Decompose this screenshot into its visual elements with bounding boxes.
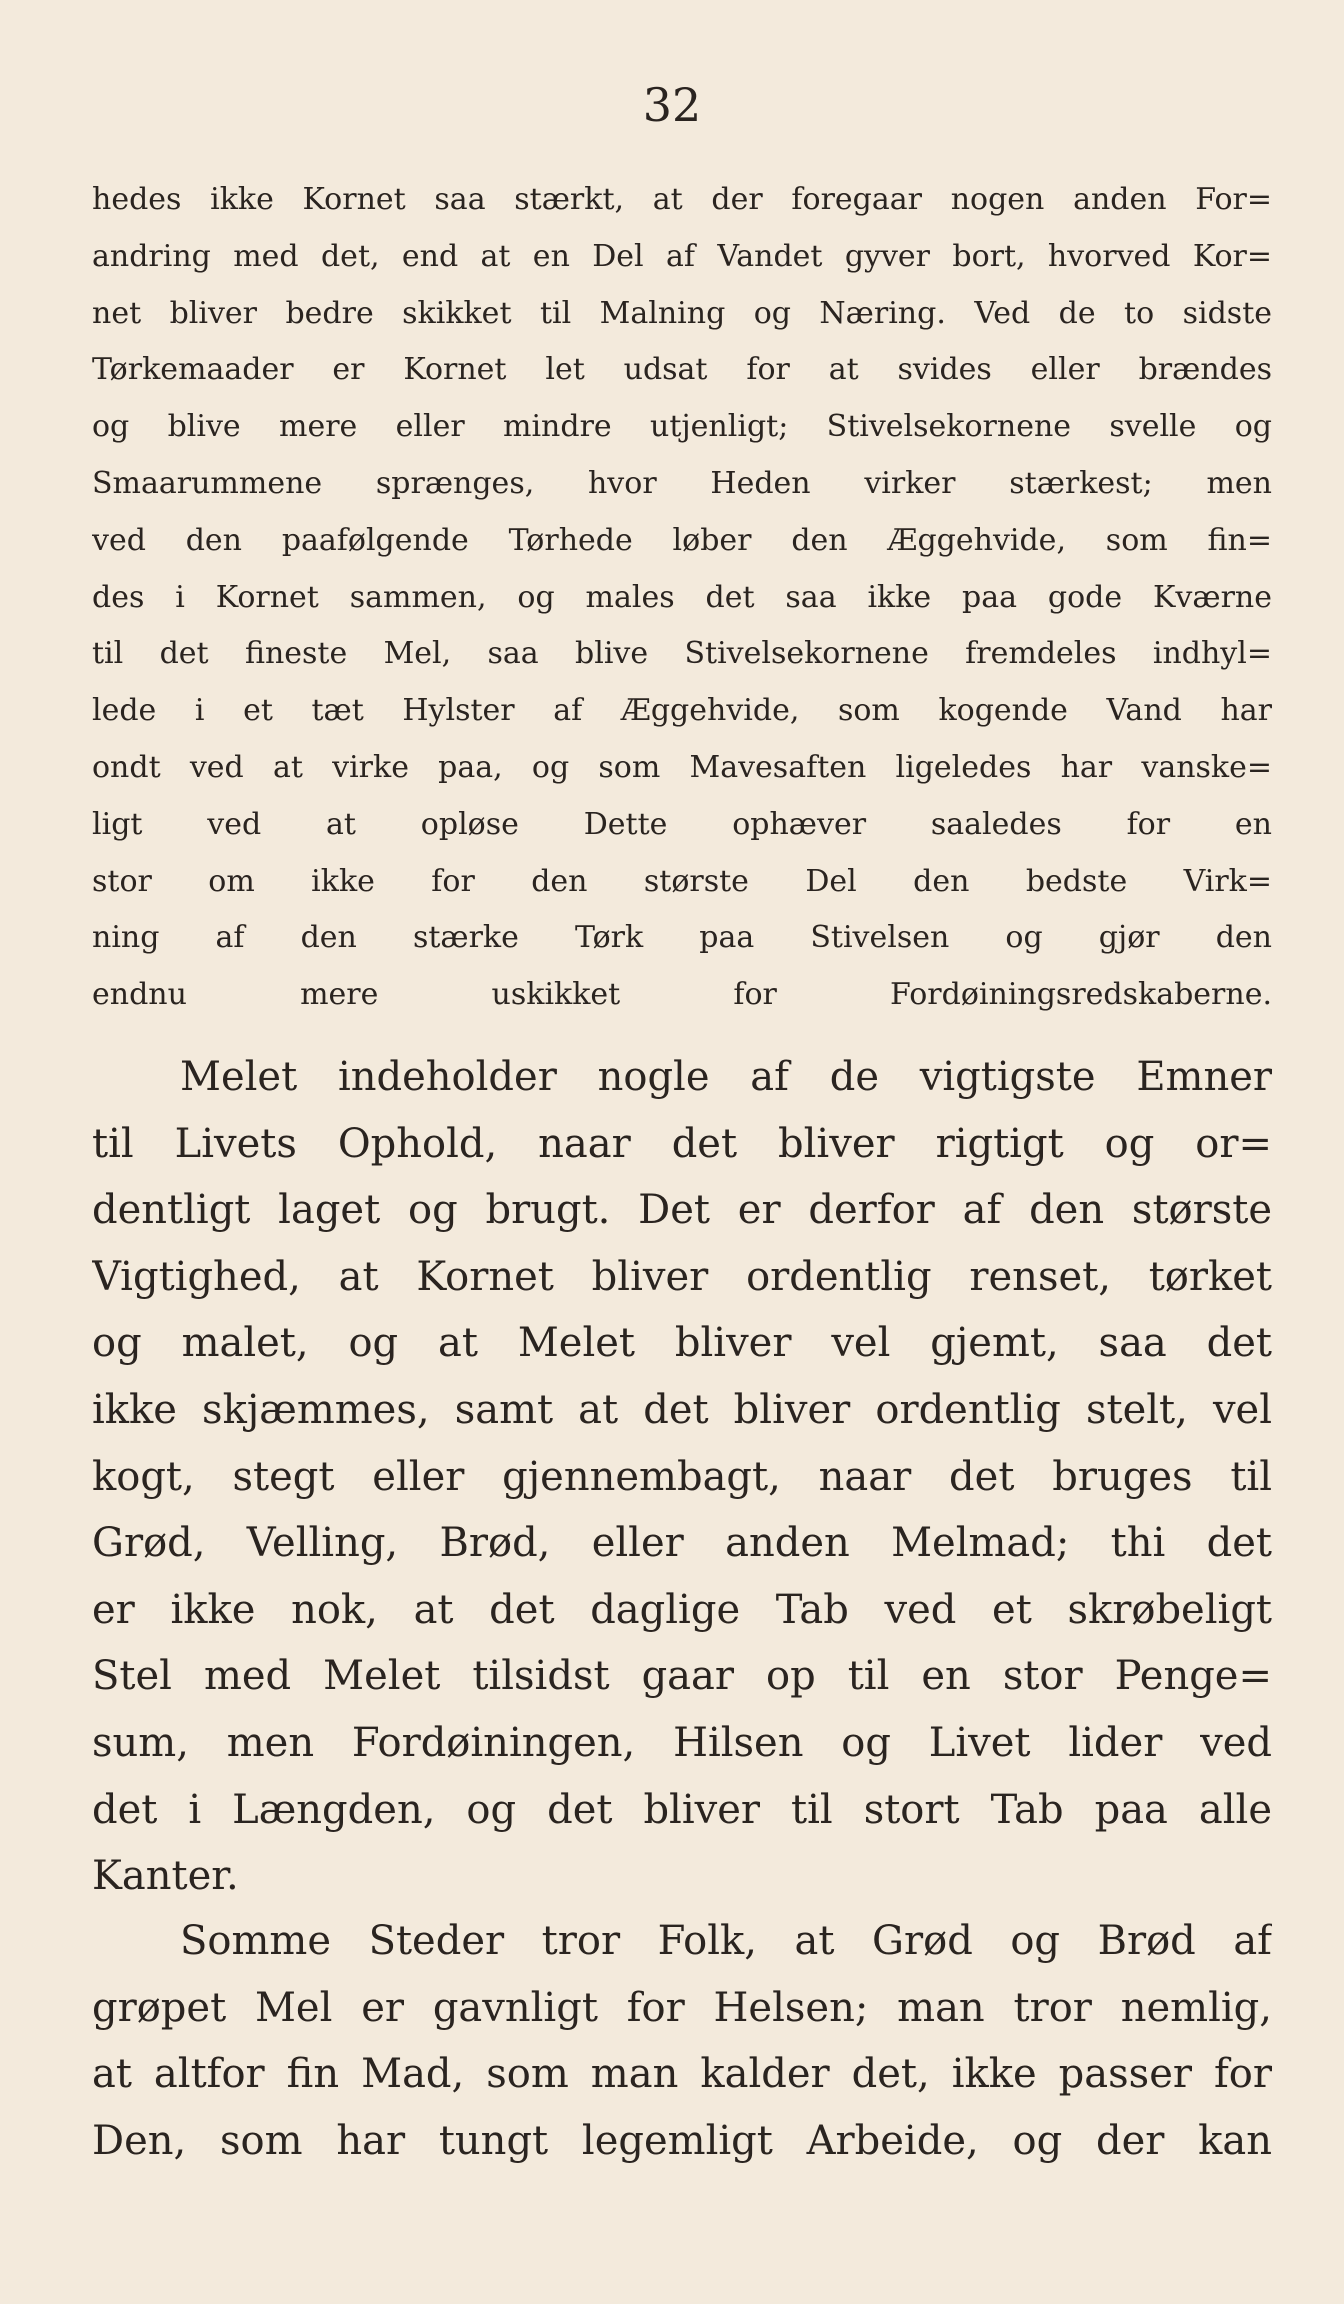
text-line: ligt ved at opløse Dette ophæver saaledes for en: [92, 806, 1272, 842]
text-line: at altfor fin Mad, som man kalder det, ikke passer for: [92, 2051, 1272, 2098]
text-line: andring med det, end at en Del af Vandet gyver bort, hvorved Kor=: [92, 238, 1272, 274]
text-line: ondt ved at virke paa, og som Mavesaften ligeledes har vanske=: [92, 749, 1272, 785]
text-line: endnu mere uskikket for Fordøiningsredskaberne.: [92, 977, 1272, 1013]
text-line: til Livets Ophold, naar det bliver rigtigt og or=: [92, 1120, 1272, 1167]
text-line: ved den paafølgende Tørhede løber den Æggehvide, som fin=: [92, 522, 1272, 558]
text-line: Somme Steder tror Folk, at Grød og Brød af: [180, 1918, 1272, 1964]
paragraph-somme-steder: [92, 1908, 1272, 2174]
text-line: lede i et tæt Hylster af Æggehvide, som kogende Vand har: [92, 693, 1272, 729]
text-line: til det fineste Mel, saa blive Stivelsekornene fremdeles indhyl=: [92, 636, 1272, 672]
text-line: grøpet Mel er gavnligt for Helsen; man tror nemlig,: [92, 1984, 1272, 2031]
text-line: hedes ikke Kornet saa stærkt, at der foregaar nogen anden For=: [92, 182, 1272, 217]
text-line: Kanter.: [92, 1853, 239, 1900]
text-line: og blive mere eller mindre utjenligt; Stivelsekornene svelle og: [92, 409, 1272, 445]
paragraph-melet: [92, 1044, 1272, 1910]
text-line: kogt, stegt eller gjennembagt, naar det bruges til: [92, 1453, 1272, 1500]
text-line: er ikke nok, at det daglige Tab ved et skrøbeligt: [92, 1586, 1272, 1633]
text-line: Tørkemaader er Kornet let udsat for at svides eller brændes: [92, 352, 1272, 388]
page-number: 32: [642, 78, 702, 132]
text-line: Smaarummene sprænges, hvor Heden virker stærkest; men: [92, 465, 1272, 501]
text-line: Den, som har tungt legemligt Arbeide, og der kan: [92, 2117, 1272, 2164]
text-line: dentligt laget og brugt. Det er derfor af den største: [92, 1187, 1272, 1234]
text-line: Melet indeholder nogle af de vigtigste Emner: [180, 1054, 1272, 1100]
text-line: stor om ikke for den største Del den bedste Virk=: [92, 863, 1272, 899]
text-line: sum, men Fordøiningen, Hilsen og Livet lider ved: [92, 1719, 1272, 1766]
text-line: det i Længden, og det bliver til stort Tab paa alle: [92, 1786, 1272, 1833]
text-line: ikke skjæmmes, samt at det bliver ordentlig stelt, vel: [92, 1386, 1272, 1433]
text-line: des i Kornet sammen, og males det saa ikke paa gode Kværne: [92, 579, 1272, 615]
text-line: ning af den stærke Tørk paa Stivelsen og gjør den: [92, 920, 1272, 956]
text-line: og malet, og at Melet bliver vel gjemt, saa det: [92, 1320, 1272, 1367]
text-line: Grød, Velling, Brød, eller anden Melmad; thi det: [92, 1520, 1272, 1567]
text-line: Vigtighed, at Kornet bliver ordentlig renset, tørket: [92, 1253, 1272, 1300]
paragraph-small-print: [92, 172, 1272, 1024]
text-line: net bliver bedre skikket til Malning og Næring. Ved de to sidste: [92, 295, 1272, 331]
text-line: Stel med Melet tilsidst gaar op til en stor Penge=: [92, 1653, 1272, 1700]
